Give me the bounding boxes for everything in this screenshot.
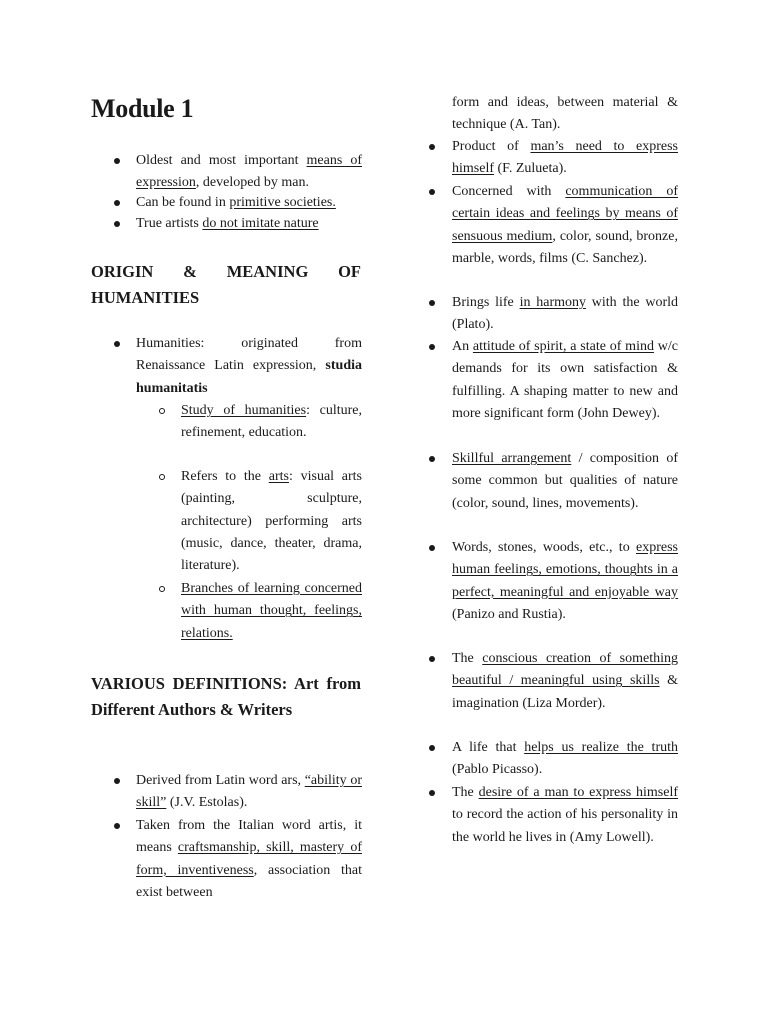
bullet-dot — [429, 545, 435, 551]
underlined-phrase: craftsmanship, skill, mastery of form, inventiveness — [136, 840, 362, 878]
bullet-dot — [429, 456, 435, 462]
origin-sub-item: Refers to the arts: visual arts (painting, sculpture, architecture) performing arts (music, dance, theater, drama, literature). — [181, 469, 363, 574]
definition-item: Skillful arrangement / composition of some common but qualities of nature (color, sound, lines, movements). — [452, 451, 678, 511]
bullet-dot — [114, 341, 120, 347]
underlined-phrase: Skillful arrangement — [452, 451, 572, 466]
bullet-dot — [429, 144, 435, 150]
bullet-dot — [429, 656, 435, 662]
underlined-phrase: Branches of learning concerned with human thought, feelings, relations. — [181, 581, 362, 641]
bullet-dot — [114, 823, 120, 829]
definition-item: A life that helps us realize the truth (Pablo Picasso). — [452, 740, 678, 778]
underlined-phrase: attitude of spirit, a state of mind — [472, 339, 654, 354]
underlined-phrase: helps us realize the truth — [524, 740, 678, 755]
bullet-dot — [114, 778, 120, 784]
definition-item: The conscious creation of something beautiful / meaningful using skills & imagination (Liza Morder). — [452, 651, 679, 711]
definition-item: Brings life in harmony with the world (Plato). — [452, 295, 678, 333]
underlined-phrase: primitive societies. — [229, 195, 336, 210]
underlined-phrase: desire of a man to express himself — [478, 785, 679, 800]
definition-continuation: form and ideas, between material & technique (A. Tan). — [452, 95, 678, 133]
underlined-phrase: “ability or skill” — [136, 773, 362, 811]
bullet-dot — [429, 300, 435, 306]
bullet-dot — [429, 745, 435, 751]
underlined-phrase: Study of humanities — [181, 403, 307, 418]
page-title: Module 1 — [91, 94, 194, 123]
definition-item: An attitude of spirit, a state of mind w/c demands for its own satisfaction & fulfilling. A shaping matter to new and more significant form (John Dewey). — [452, 339, 678, 421]
sub-bullet-ring — [159, 586, 165, 592]
bullet-dot — [114, 158, 120, 164]
origin-sub-item: Study of humanities: culture, refinement, education. — [181, 403, 362, 441]
origin-item: Humanities: originated from Renaissance Latin expression, studia humanitatis — [136, 336, 362, 396]
definition-item: The desire of a man to express himself to record the action of his personality in the world he lives in (Amy Lowell). — [452, 785, 679, 845]
underlined-phrase: express human feelings, emotions, thoughts in a perfect, meaningful and enjoyable way — [452, 540, 678, 600]
sub-bullet-ring — [159, 408, 165, 414]
definition-item: Concerned with communication of certain ideas and feelings by means of sensuous medium, color, sound, bronze, marble, words, films (C. Sanchez). — [452, 184, 678, 266]
bullet-dot — [114, 221, 120, 227]
underlined-phrase: do not imitate nature — [202, 216, 319, 231]
origin-sub-item — [181, 578, 362, 645]
definition-item: Product of man’s need to express himself (F. Zulueta). — [452, 139, 679, 177]
intro-item: Oldest and most important means of expression, developed by man. — [136, 153, 362, 191]
intro-item: True artists do not imitate nature — [136, 216, 319, 231]
underlined-phrase: in harmony — [519, 295, 586, 310]
sub-bullet-ring — [159, 474, 165, 480]
section-heading-definitions: VARIOUS DEFINITIONS: Art from Different Authors & Writers — [91, 674, 361, 719]
bullet-dot — [429, 344, 435, 350]
bullet-dot — [429, 189, 435, 195]
underlined-phrase: communication of certain ideas and feelings by means of sensuous medium — [452, 184, 678, 244]
definition-item: Words, stones, woods, etc., to express human feelings, emotions, thoughts in a perfect, meaningful and enjoyable way (Panizo and Rustia). — [452, 540, 678, 622]
underlined-phrase: means of expression — [136, 153, 362, 191]
bullet-dot — [429, 790, 435, 796]
underlined-phrase: conscious creation of something beautiful / meaningful using skills — [452, 651, 678, 689]
section-heading-origin: ORIGIN & MEANING OF HUMANITIES — [91, 262, 361, 307]
bullet-dot — [114, 200, 120, 206]
definition-item: Taken from the Italian word artis, it means craftsmanship, skill, mastery of form, inventiveness, association that exist between — [136, 818, 363, 900]
definition-item: Derived from Latin word ars, “ability or skill” (J.V. Estolas). — [136, 773, 362, 811]
bold-phrase: studia humanitatis — [136, 358, 362, 396]
underlined-phrase: man’s need to express himself — [452, 139, 679, 177]
underlined-phrase: arts — [268, 469, 289, 484]
intro-item: Can be found in primitive societies. — [136, 195, 336, 210]
